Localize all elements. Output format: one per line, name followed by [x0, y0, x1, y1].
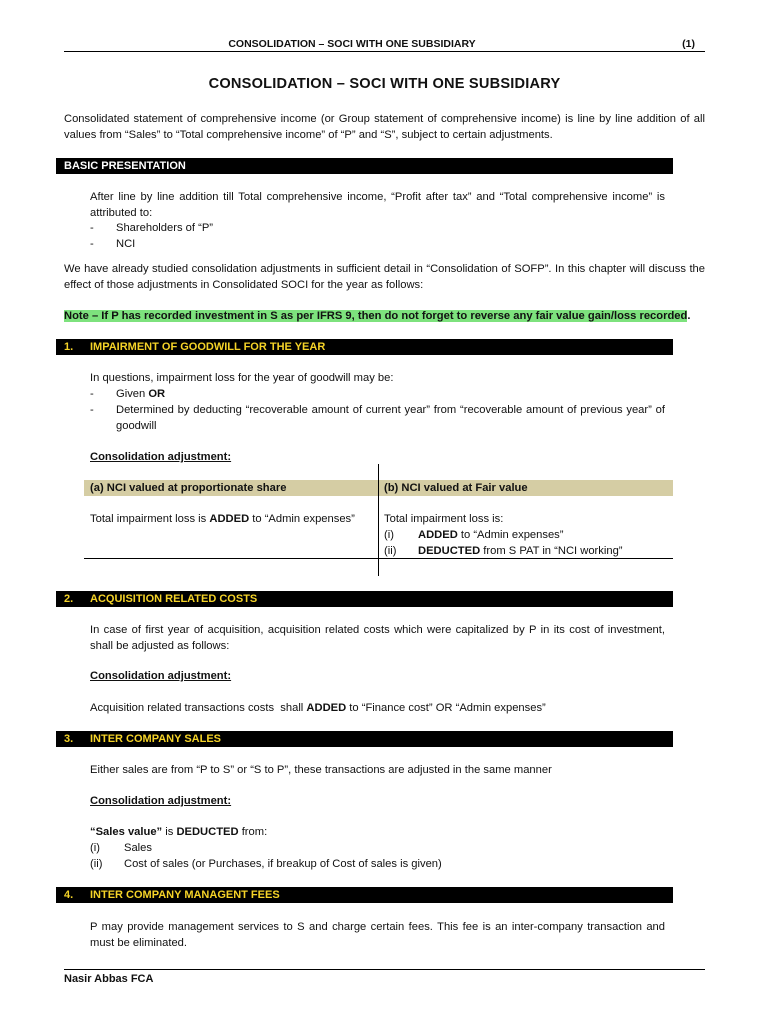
- section-bar-3: 3. INTER COMPANY SALES: [56, 731, 673, 747]
- col-a-cell: Total impairment loss is ADDED to “Admin expenses”: [90, 513, 355, 525]
- col-a-header: (a) NCI valued at proportionate share: [90, 482, 287, 494]
- s1-list: [90, 386, 665, 434]
- page-number: (1): [682, 38, 695, 50]
- document-title: CONSOLIDATION – SOCI WITH ONE SUBSIDIARY: [208, 76, 561, 92]
- s2-text: In case of first year of acquisition, acquisition related costs which were capitalized by P in its cost of investment, shall be adjusted as follows:: [90, 624, 665, 652]
- consolidation-adjustment-label: Consolidation adjustment:: [90, 451, 232, 463]
- s1-text: In questions, impairment loss for the year of goodwill may be:: [90, 372, 394, 384]
- section-heading: INTER COMPANY MANAGENT FEES: [90, 889, 280, 901]
- s3-list: [90, 840, 442, 872]
- list-item: (i) ADDED to “Admin expenses”: [384, 529, 564, 541]
- section-bar-2: 2. ACQUISITION RELATED COSTS: [56, 591, 673, 607]
- table-divider: [378, 464, 379, 576]
- section-heading: BASIC PRESENTATION: [64, 160, 186, 172]
- section-heading: IMPAIRMENT OF GOODWILL FOR THE YEAR: [90, 341, 326, 353]
- list-item: - NCI: [90, 238, 136, 250]
- list-item: - Shareholders of “P”: [90, 222, 214, 234]
- attribution-list: [90, 220, 213, 252]
- section-heading: ACQUISITION RELATED COSTS: [90, 593, 258, 605]
- section-bar-1: 1. IMPAIRMENT OF GOODWILL FOR THE YEAR: [56, 339, 673, 355]
- sales-value-line: “Sales value” is DEDUCTED from:: [90, 826, 268, 838]
- note-highlight: Note – If P has recorded investment in S as per IFRS 9, then do not forget to reverse any fair value gain/loss recorded.: [64, 310, 691, 322]
- s3-text: Either sales are from “P to S” or “S to P”, these transactions are adjusted in the same manner: [90, 764, 552, 776]
- s2-adjustment: Acquisition related transactions costs shall ADDED to “Finance cost” OR “Admin expenses”: [90, 702, 546, 714]
- basic-text: After line by line addition till Total comprehensive income, “Profit after tax” and “Total comprehensive income” is attributed to:: [90, 191, 665, 219]
- section-heading: INTER COMPANY SALES: [90, 733, 221, 745]
- list-item: - Determined by deducting “recoverable amount of current year” from “recoverable amount of previous year” of goodwill: [90, 404, 665, 432]
- footer-author: Nasir Abbas FCA: [64, 973, 154, 985]
- s4-text: P may provide management services to S and charge certain fees. This fee is an inter-company transaction and must be eliminated.: [90, 921, 665, 949]
- basic-para: We have already studied consolidation adjustments in sufficient detail in “Consolidation of SOFP”. In this chapter will discuss the effect of those adjustments in Consolidated SOCI for the year as follows:: [64, 263, 705, 291]
- list-item: (i) Sales: [90, 842, 152, 854]
- col-b-header: (b) NCI valued at Fair value: [384, 482, 528, 494]
- consolidation-adjustment-label: Consolidation adjustment:: [90, 795, 232, 807]
- running-header-title: CONSOLIDATION – SOCI WITH ONE SUBSIDIARY: [228, 38, 476, 50]
- list-item: - Given OR: [90, 388, 166, 400]
- section-bar-4: 4. INTER COMPANY MANAGENT FEES: [56, 887, 673, 903]
- col-b-cell: Total impairment loss is: (i) ADDED to “Admin expenses” (ii) DEDUCTED from S PAT in “NCI working”: [384, 511, 669, 559]
- intro-paragraph: Consolidated statement of comprehensive income (or Group statement of comprehensive income) is line by line addition of all values from “Sales” to “Total comprehensive income” of “P” and “S”, subject to certain adjustments.: [64, 113, 705, 141]
- section-bar-basic-presentation: [56, 158, 673, 174]
- consolidation-adjustment-label: Consolidation adjustment:: [90, 670, 232, 682]
- footer-rule: [64, 969, 705, 970]
- list-item: (ii) Cost of sales (or Purchases, if breakup of Cost of sales is given): [90, 858, 442, 870]
- list-item: (ii) DEDUCTED from S PAT in “NCI working”: [384, 545, 623, 557]
